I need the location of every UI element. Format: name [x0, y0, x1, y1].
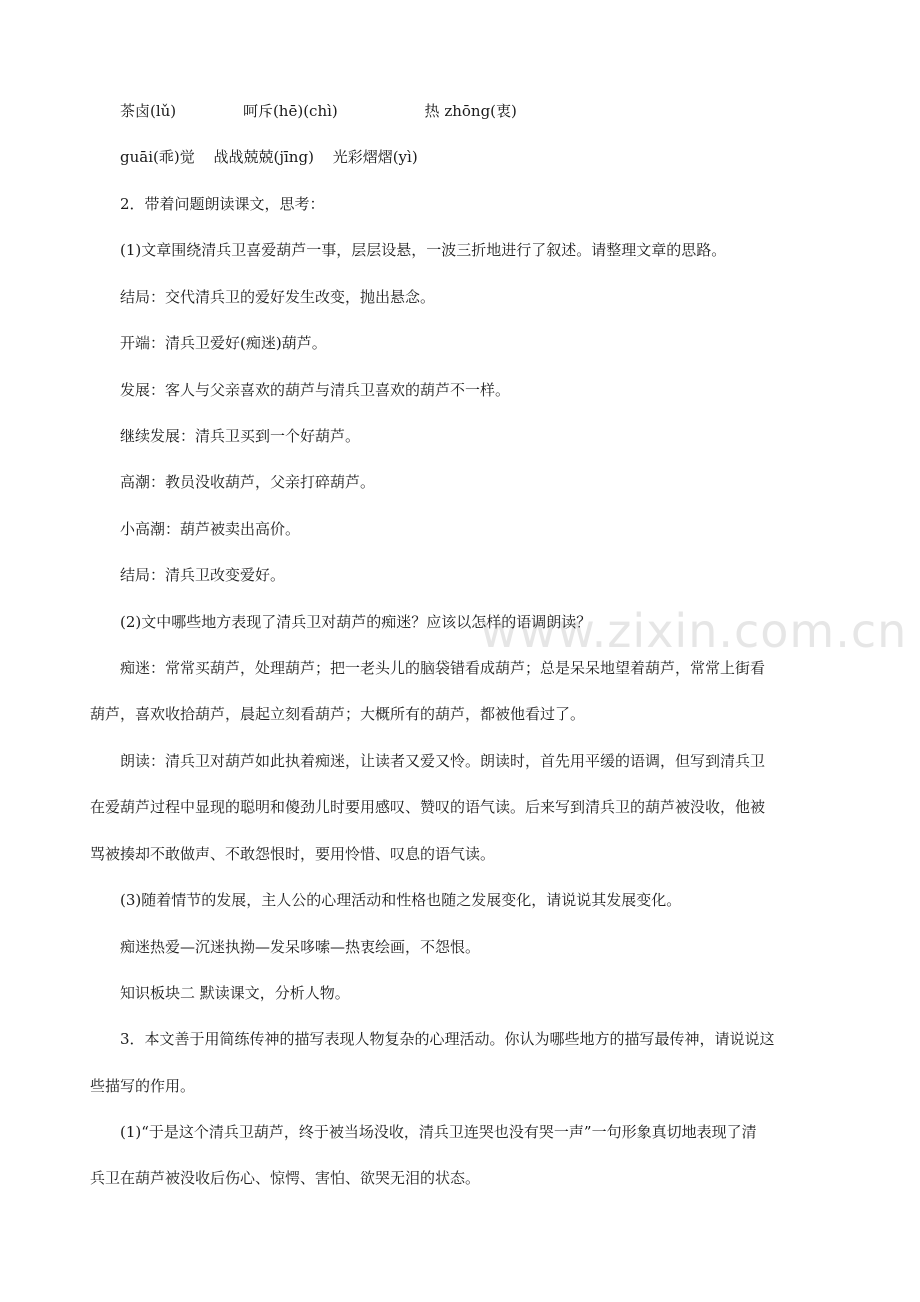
watermark: www.zixin.com.cn [480, 604, 908, 658]
paragraph-line: 葫芦，喜欢收拾葫芦，晨起立刻看葫芦；大概所有的葫芦，都被他看过了。 [90, 705, 586, 723]
answer-line: 高潮：教员没收葫芦，父亲打碎葫芦。 [120, 473, 376, 491]
paragraph-line: 痴迷：常常买葫芦，处理葫芦；把一老头儿的脑袋错看成葫芦；总是呆呆地望着葫芦，常常上街看 [120, 659, 766, 677]
pinyin-item: 茶卤(lǔ) [120, 102, 177, 120]
answer-line: 痴迷热爱—沉迷执拗—发呆哆嗦—热衷绘画，不怨恨。 [120, 938, 481, 956]
paragraph-line: 些描写的作用。 [90, 1077, 196, 1095]
pinyin-item: guāi(乖)觉 [120, 148, 195, 166]
answer-line: 继续发展：清兵卫买到一个好葫芦。 [120, 427, 361, 445]
pinyin-item: 光彩熠熠(yì) [332, 148, 418, 166]
sub-question: (2)文中哪些地方表现了清兵卫对葫芦的痴迷？应该以怎样的语调朗读？ [120, 613, 592, 631]
paragraph-line: 在爱葫芦过程中显现的聪明和傻劲儿时要用感叹、赞叹的语气读。后来写到清兵卫的葫芦被没收，他被 [90, 798, 766, 816]
pinyin-line-1 [120, 101, 862, 121]
pinyin-item: 呵斥(hē)(chì) [242, 102, 338, 120]
sub-question: (1)文章围绕清兵卫喜爱葫芦一事，层层设悬，一波三折地进行了叙述。请整理文章的思路。 [120, 241, 727, 259]
question-heading: 3．本文善于用简练传神的描写表现人物复杂的心理活动。你认为哪些地方的描写最传神，请说说这 [120, 1030, 775, 1048]
answer-line: 结局：交代清兵卫的爱好发生改变，抛出悬念。 [120, 288, 436, 306]
section-heading: 知识板块二 默读课文，分析人物。 [120, 984, 350, 1002]
paragraph-line: 骂被揍却不敢做声、不敢怨恨时，要用怜惜、叹息的语气读。 [90, 845, 496, 863]
pinyin-item: 热 zhōng(衷) [424, 102, 517, 120]
sub-question: (3)随着情节的发展，主人公的心理活动和性格也随之发展变化，请说说其发展变化。 [120, 891, 682, 909]
paragraph-line: 兵卫在葫芦被没收后伤心、惊愕、害怕、欲哭无泪的状态。 [90, 1169, 481, 1187]
answer-line: 小高潮：葫芦被卖出高价。 [120, 520, 301, 538]
answer-line: 发展：客人与父亲喜欢的葫芦与清兵卫喜欢的葫芦不一样。 [120, 381, 511, 399]
answer-line: 开端：清兵卫爱好(痴迷)葫芦。 [120, 334, 327, 352]
answer-line: 结局：清兵卫改变爱好。 [120, 566, 286, 584]
pinyin-line-2 [120, 147, 862, 167]
paragraph-line: 朗读：清兵卫对葫芦如此执着痴迷，让读者又爱又怜。朗读时，首先用平缓的语调，但写到清兵卫 [120, 752, 766, 770]
paragraph-line: (1)“于是这个清兵卫葫芦，终于被当场没收，清兵卫连哭也没有哭一声”一句形象真切地表现了清 [120, 1123, 757, 1141]
question-heading: 2．带着问题朗读课文，思考： [120, 195, 325, 213]
pinyin-item: 战战兢兢(jīng) [213, 148, 314, 166]
